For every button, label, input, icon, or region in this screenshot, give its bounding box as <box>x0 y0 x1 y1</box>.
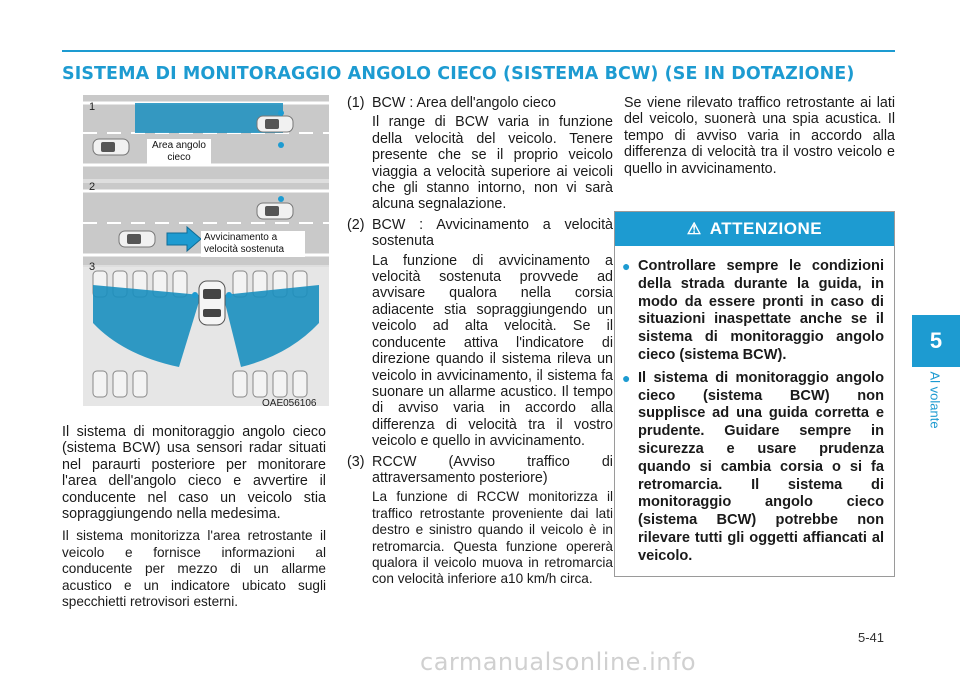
scene-1-road <box>83 95 329 179</box>
intro-paragraph: Il sistema di monitoraggio angolo cieco (sistema BCW) usa sensori radar situati nel paraurti posteriore per monitorare l'area dell'angolo cieco e avvertire il conducente nel caso un veicolo stia sopraggiungendo nella medesima. <box>62 424 326 523</box>
warning-box <box>614 211 895 577</box>
figure-number-1: 1 <box>89 101 96 113</box>
warning-title: ATTENZIONE <box>709 219 823 238</box>
warning-triangle-icon: ⚠ <box>686 221 702 238</box>
item-title: BCW : Avvicinamento a velocità sostenuta <box>372 216 613 250</box>
figure-number-2: 2 <box>89 181 96 193</box>
column-2 <box>347 95 613 592</box>
warning-header <box>615 212 894 246</box>
item-number: (3) <box>347 453 365 470</box>
chapter-tab: 5 <box>912 315 960 367</box>
scene-3-parking <box>83 267 329 406</box>
label-blind-spot: Area angolo cieco <box>147 139 211 165</box>
item-description: La funzione di RCCW monitorizza il traffico retrostante proveniente dai lati destro e sinistro quando il veicolo è in retromarcia. Questa funzione opererà qualora il veicolo muova in retromarcia con velocità inferiore a10 km/h circa. <box>372 489 613 587</box>
column-3 <box>624 95 895 183</box>
item-description: La funzione di avvicinamento a velocità sostenuta provvede ad avvisare qualora nella corsia adiacente stia sopraggiungendo un veicolo ad alta velocità. Se il conducente attiva l'indicatore di direzione quando il sistema rileva un veicolo in avvicinamento, il sistema fa suonare un allarme acustico. Il tempo di avviso varia in accordo alla differenza di velocità tra il vostro veicolo e quello in avvicinamento. <box>372 252 613 450</box>
list-item <box>347 95 613 217</box>
figure-number-3: 3 <box>89 261 96 273</box>
chapter-title: Al volante <box>927 371 943 429</box>
bcw-illustration <box>83 95 329 406</box>
item-number: (1) <box>347 95 365 111</box>
item-number: (2) <box>347 216 365 233</box>
section-heading: SISTEMA DI MONITORAGGIO ANGOLO CIECO (SISTEMA BCW) (SE IN DOTAZIONE) <box>62 64 855 84</box>
monitoring-paragraph: Il sistema monitorizza l'area retrostante il veicolo e fornisce informazioni al conducente per mezzo di un allarme acustico e un indicatore ubicato sugli specchietti retrovisori esterni. <box>62 528 326 610</box>
top-rule <box>62 50 895 52</box>
watermark: carmanualsonline.info <box>420 648 697 676</box>
column-1 <box>62 424 326 616</box>
item-description: Il range di BCW varia in funzione della velocità del veicolo. Tenere presente che se il proprio veicolo viaggia a velocità superiore ai veicoli che gli stanno intorno, non vi sarà alcuna segnalazione. <box>372 114 613 213</box>
bullet-icon: ● <box>622 369 631 386</box>
list-item <box>347 454 613 592</box>
label-approaching: Avvicinamento a velocità sostenuta <box>201 231 305 257</box>
rccw-continued-paragraph: Se viene rilevato traffico retrostante ai lati del veicolo, suonerà una spia acustica. Il tempo di avviso varia in accordo alla differenza di velocità tra il vostro veicolo e quello in avvicinamento. <box>624 95 895 177</box>
item-title: RCCW (Avviso traffico di attraversamento posteriore) <box>372 453 613 486</box>
bullet-icon: ● <box>622 258 631 274</box>
page-number: 5-41 <box>858 630 885 645</box>
figure-code: OAE056106 <box>262 398 317 409</box>
warning-list <box>615 258 894 566</box>
warning-item: ● Il sistema di monitoraggio angolo cieco (sistema BCW) non supplisce ad una guida corretta e prudente. Guidare sempre in sicurezza e usare prudenza quando si cambia corsia o si fa retromarcia. Il sistema di monitoraggio angolo cieco (sistema BCW) potrebbe non rilevare tutti gli oggetti affiancati al veicolo. <box>622 369 884 564</box>
warning-item: ● Controllare sempre le condizioni della strada durante la guida, in modo da essere pronti in caso di situazioni inaspettate anche se il sistema di monitoraggio angolo cieco (sistema BCW). <box>622 258 884 363</box>
list-item <box>347 217 613 454</box>
item-title: BCW : Area dell'angolo cieco <box>372 95 556 111</box>
